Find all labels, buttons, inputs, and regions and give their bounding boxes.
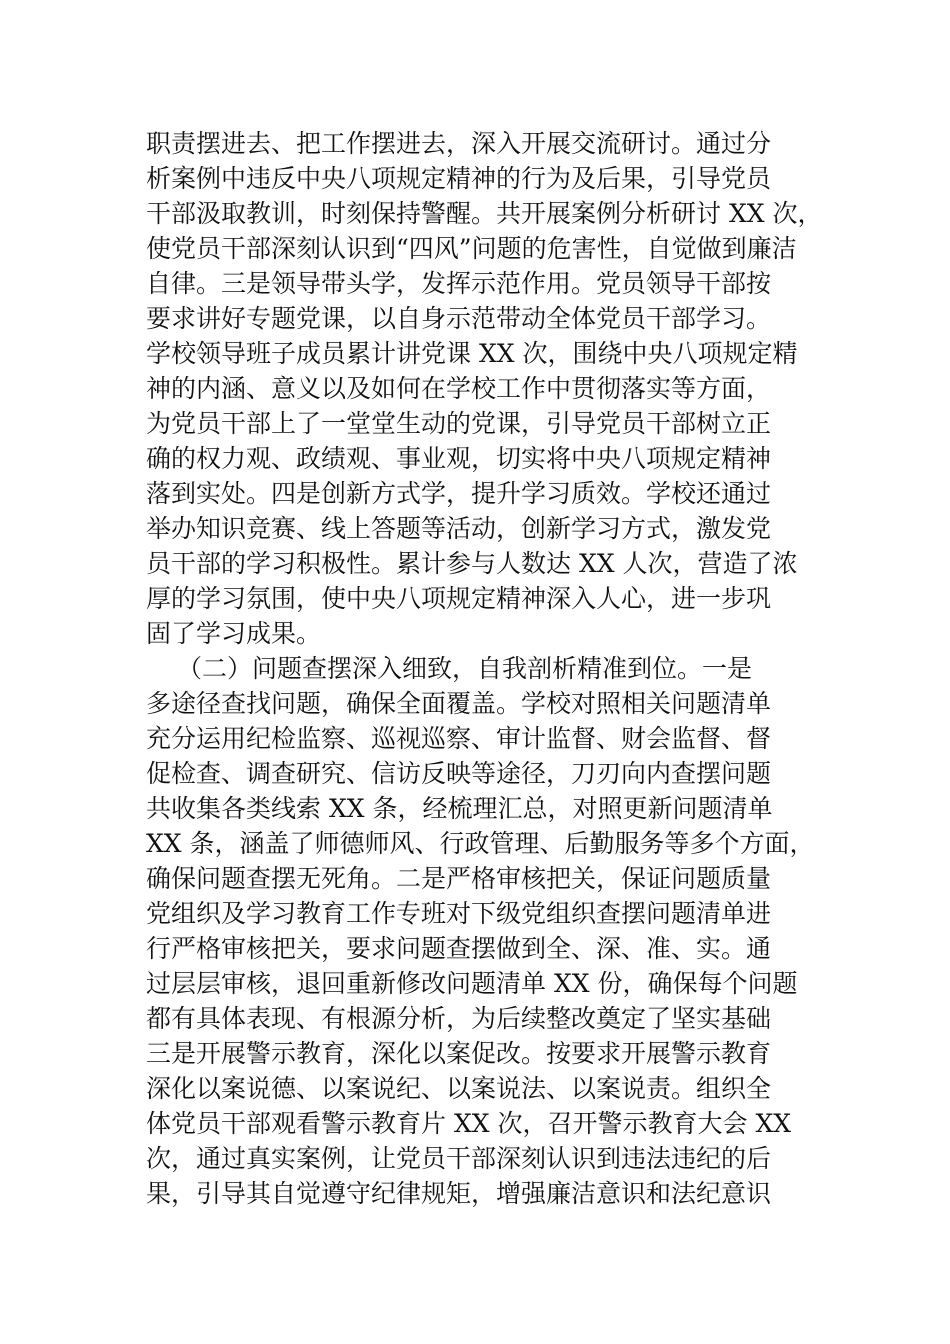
text-line: 干部汲取教训，时刻保持警醒。共开展案例分析研讨 XX 次， [146, 199, 823, 228]
text-line: 促检查、调查研究、信访反映等途径，刀刃向内查摆问题 [146, 759, 772, 788]
section-heading-line: （二）问题查摆深入细致，自我剖析精准到位。一是 [177, 654, 753, 683]
text-line: 学校领导班子成员累计讲党课 XX 次，围绕中央八项规定精 [146, 339, 798, 368]
text-line: 员干部的学习积极性。累计参与人数达 XX 人次，营造了浓 [146, 549, 798, 578]
text-line: 都有具体表现、有根源分析，为后续整改奠定了坚实基础 [146, 1004, 772, 1033]
text-line: 确保问题查摆无死角。二是严格审核把关，保证问题质量 [146, 864, 772, 893]
text-line: 举办知识竞赛、线上答题等活动，创新学习方式，激发党 [146, 514, 772, 543]
text-line: 固了学习成果。 [146, 619, 322, 648]
text-line: 厚的学习氛围，使中央八项规定精神深入人心，进一步巩 [146, 584, 772, 613]
text-line: 自律。三是领导带头学，发挥示范作用。党员领导干部按 [146, 269, 772, 298]
text-line: 多途径查找问题，确保全面覆盖。学校对照相关问题清单 [146, 689, 772, 718]
text-line: 充分运用纪检监察、巡视巡察、审计监督、财会监督、督 [146, 724, 772, 753]
text-line: 过层层审核，退回重新修改问题清单 XX 份，确保每个问题 [146, 969, 798, 998]
text-line: 共收集各类线索 XX 条，经梳理汇总，对照更新问题清单 [146, 794, 773, 823]
text-line: 党组织及学习教育工作专班对下级党组织查摆问题清单进 [146, 899, 772, 928]
text-line: 职责摆进去、把工作摆进去，深入开展交流研讨。通过分 [146, 129, 772, 158]
text-line: 落到实处。四是创新方式学，提升学习质效。学校还通过 [146, 479, 772, 508]
text-line: 神的内涵、意义以及如何在学校工作中贯彻落实等方面， [146, 374, 772, 403]
document-body [146, 126, 846, 1211]
text-line: 使党员干部深刻认识到“四风”问题的危害性，自觉做到廉洁 [146, 234, 797, 263]
text-line: 深化以案说德、以案说纪、以案说法、以案说责。组织全 [146, 1074, 772, 1103]
text-line: 析案例中违反中央八项规定精神的行为及后果，引导党员 [146, 164, 772, 193]
text-line: 三是开展警示教育，深化以案促改。按要求开展警示教育 [146, 1039, 772, 1068]
text-line: 行严格审核把关，要求问题查摆做到全、深、准、实。通 [146, 934, 772, 963]
text-line: 次，通过真实案例，让党员干部深刻认识到违法违纪的后 [146, 1144, 772, 1173]
text-line: XX 条，涵盖了师德师风、行政管理、后勤服务等多个方面， [146, 829, 815, 858]
text-line: 果，引导其自觉遵守纪律规矩，增强廉洁意识和法纪意识 [146, 1179, 772, 1208]
text-line: 为党员干部上了一堂堂生动的党课，引导党员干部树立正 [146, 409, 772, 438]
text-line: 确的权力观、政绩观、事业观，切实将中央八项规定精神 [146, 444, 772, 473]
text-line: 要求讲好专题党课，以自身示范带动全体党员干部学习。 [146, 304, 772, 333]
text-line: 体党员干部观看警示教育片 XX 次，召开警示教育大会 XX [146, 1109, 792, 1138]
